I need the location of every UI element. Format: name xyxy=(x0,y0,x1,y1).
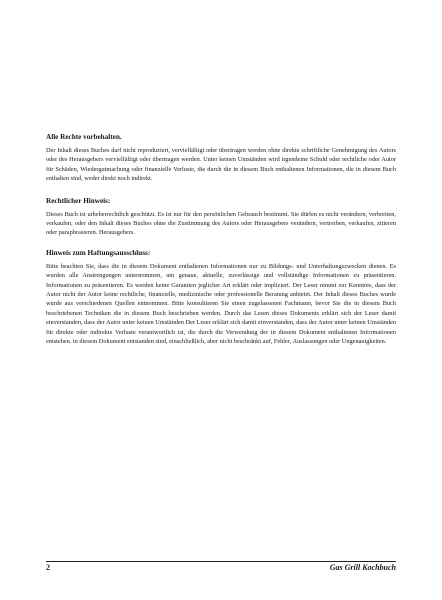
page-footer xyxy=(46,561,396,573)
section-legal-notice xyxy=(46,197,396,238)
running-title: Gas Grill Kochbuch xyxy=(329,563,396,572)
section-heading-copyright: Alle Rechte vorbehalten. xyxy=(46,133,122,141)
section-text-legal-notice: Dieses Buch ist urheberrechtlich geschützt. Es ist nur für den persönlichen Gebrauch bestimmt. Sie dürfen es nicht verändern, verbreiten, verkaufen, oder den Inhalt dieses Buches ohne die Zustimmung des Autors oder Herausgebers verändern, vertreiben, verkaufen, zitieren oder paraphrasieren. Herausgebers. xyxy=(46,210,396,237)
page-number: 2 xyxy=(46,563,50,572)
section-copyright xyxy=(46,133,396,184)
section-heading-legal-notice: Rechtlicher Hinweis: xyxy=(46,196,111,205)
section-heading-disclaimer: Hinweis zum Haftungsausschluss: xyxy=(46,248,151,257)
section-text-disclaimer: Bitte beachten Sie, dass die in diesem Dokument enthaltenen Informationen nur zu Bildungs- und Unterhaltungszwecken dienen. Es wurden alle Anstrengungen unternommen, um genaue, aktuelle, zuverlässige und vollständige Informationen zu präsentieren. Informationen zu präsentieren. Es werden keine Garantien jeglicher Art erklärt oder impliziert. Der Leser nimmt zur Kenntnis, dass der Autor nicht der Autor keine rechtliche, finanzielle, medizinische oder professionelle Beratung anbietet. Der Inhalt dieses Buches wurde wurde aus verschiedenen Quellen entnommen. Bitte konsultieren Sie einen zugelassenen Fachmann, bevor Sie die in diesem Buch beschriebenen Techniken die in diesem Buch beschrieben werden. Durch das Lesen dieses Dokuments erklärt sich der Leser damit einverstanden, dass der Autor unter keinen Umständen Der Leser erklärt sich damit einverstanden, dass der Autor unter keinen Umständen für direkte oder indirekte Verluste verantwortlich ist, die durch die Verwendung der in diesem Dokument enthaltenen Informationen entstehen. in diesem Dokument entstanden sind, einschließlich, aber nicht beschränkt auf, Fehler, Auslassungen oder Ungenauigkeiten. xyxy=(46,262,396,346)
section-disclaimer xyxy=(46,249,396,347)
section-text-copyright: Der Inhalt dieses Buches darf nicht reproduziert, vervielfältigt oder übertragen werden ohne direkte schriftliche Genehmigung des Autors oder des Herausgebers vervielfältigt oder übertragen werden. Unter keinen Umständen wird irgendeine Schuld oder rechtliche oder Autor für Schäden, Wiedergutmachung oder finanzielle Verluste, die durch die in diesem Buch enthaltenen Informationen, die in diesem Buch enthalten sind, weder direkt noch indirekt. xyxy=(46,147,396,183)
page-content xyxy=(46,133,396,347)
